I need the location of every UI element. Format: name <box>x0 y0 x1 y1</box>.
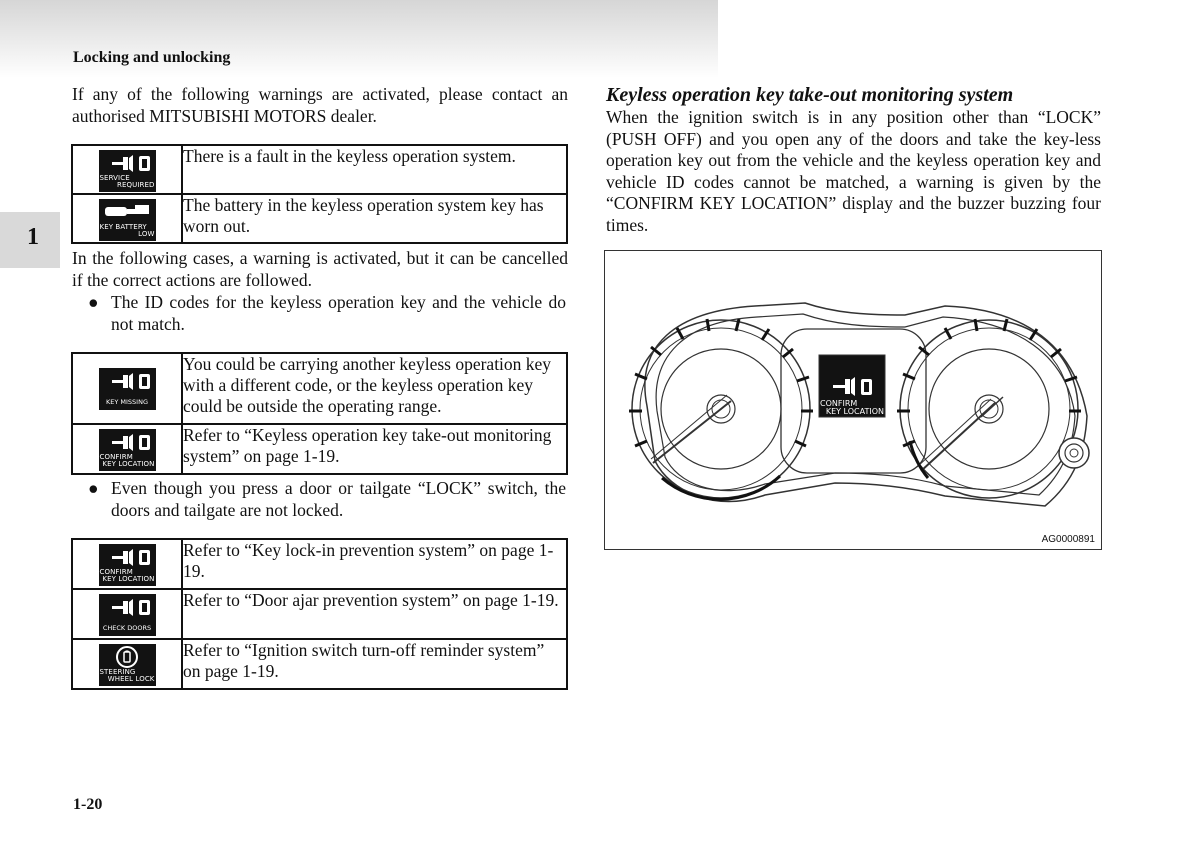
instrument-cluster-drawing <box>605 251 1101 549</box>
figure-display-line1: CONFIRM <box>820 399 858 408</box>
warning-table-id-codes <box>71 352 568 475</box>
display-line2: KEY LOCATION <box>102 460 155 468</box>
table-row <box>72 424 567 474</box>
bullet-id-codes <box>88 292 566 335</box>
key-warning-icon <box>99 429 156 471</box>
warning-description: Refer to “Keyless operation key take-out monitoring system” on page 1-19. <box>182 424 567 474</box>
display-line2: KEY LOCATION <box>102 575 155 583</box>
warning-description: There is a fault in the keyless operation system. <box>182 145 567 194</box>
display-line1: KEY BATTERY <box>99 223 147 231</box>
warning-table-dealer <box>71 144 568 244</box>
display-line1: SERVICE <box>99 174 130 182</box>
section-title: Locking and unlocking <box>73 49 231 66</box>
warning-description: Refer to “Door ajar prevention system” on page 1-19. <box>182 589 567 639</box>
cases-paragraph: In the following cases, a warning is activated, but it can be cancelled if the correct actions are followed. <box>72 248 568 290</box>
bullet-text: The ID codes for the keyless operation key and the vehicle do not match. <box>111 292 566 334</box>
warning-description: Refer to “Key lock-in prevention system” on page 1-19. <box>182 539 567 589</box>
figure-id: AG0000891 <box>1041 534 1095 545</box>
chapter-number: 1 <box>27 224 39 250</box>
table-row <box>72 639 567 689</box>
table-row <box>72 194 567 243</box>
table-row <box>72 589 567 639</box>
key-warning-icon <box>99 150 156 192</box>
display-line1: STEERING <box>99 668 136 676</box>
bullet-icon: ● <box>88 292 99 312</box>
key-warning-icon <box>99 544 156 586</box>
display-line2: WHEEL LOCK <box>107 675 155 683</box>
display-line2: REQUIRED <box>117 181 155 189</box>
bullet-text: Even though you press a door or tailgate “LOCK” switch, the doors and tailgate are not locked. <box>111 478 566 520</box>
intro-paragraph: If any of the following warnings are activated, please contact an authorised MITSUBISHI MOTORS dealer. <box>72 84 568 126</box>
key-warning-icon <box>99 594 156 636</box>
figure-display-line2: KEY LOCATION <box>825 407 884 416</box>
display-line2: LOW <box>138 230 155 238</box>
display-line1: CONFIRM <box>99 453 133 461</box>
key-battery-icon <box>99 199 156 241</box>
body-paragraph: When the ignition switch is in any position other than “LOCK” (PUSH OFF) and you open any of the doors and take the key-less operation key out from the vehicle and the keyless operation key and vehicle ID codes cannot be matched, a warning is given by the “CONFIRM KEY LOCATION” display and the buzzer buzzing four times. <box>606 107 1101 235</box>
subheading: Keyless operation key take-out monitoring system <box>606 84 1014 106</box>
warning-description: The battery in the keyless operation system key has worn out. <box>182 194 567 243</box>
display-line1: CONFIRM <box>99 568 133 576</box>
warning-description: You could be carrying another keyless operation key with a different code, or the keyless operation key could be outside the operating range. <box>182 353 567 424</box>
page-number: 1-20 <box>73 796 103 813</box>
bullet-icon: ● <box>88 478 99 498</box>
display-label: CHECK DOORS <box>102 624 152 632</box>
table-row <box>72 539 567 589</box>
bullet-not-locked <box>88 478 566 521</box>
warning-table-not-locked <box>71 538 568 690</box>
table-row <box>72 145 567 194</box>
table-row <box>72 353 567 424</box>
display-label: KEY MISSING <box>106 397 148 406</box>
warning-description: Refer to “Ignition switch turn-off reminder system” on page 1-19. <box>182 639 567 689</box>
steering-lock-icon <box>99 644 156 686</box>
instrument-cluster-figure <box>604 250 1102 550</box>
key-warning-icon <box>99 368 156 410</box>
